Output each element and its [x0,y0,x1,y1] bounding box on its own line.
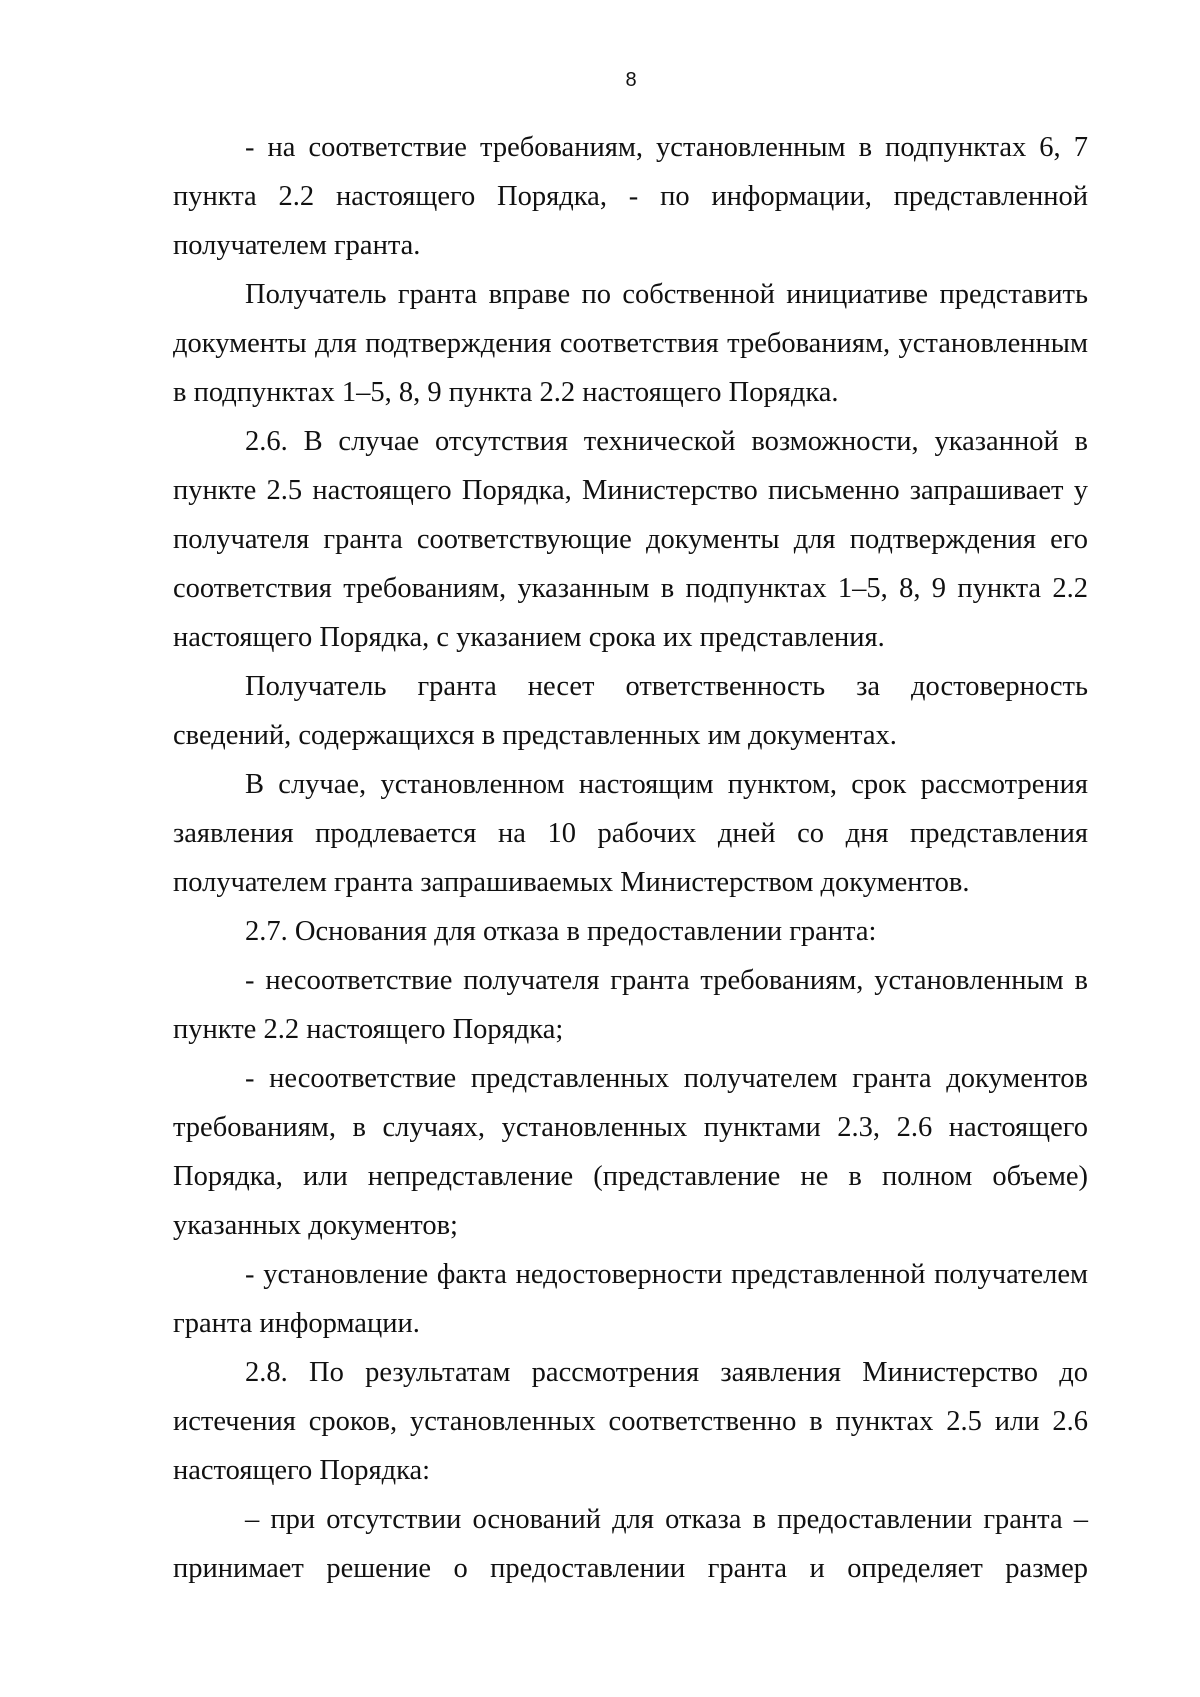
paragraph-term-extension: В случае, установленном настоящим пунктом, срок рассмотрения заявления продлевается на 10 рабочих дней со дня представления получателем гранта запрашиваемых Министерством документов. [173,769,1088,898]
paragraph-refusal-ground-3: - установление факта недостоверности представленной получателем гранта информации. [173,1259,1088,1339]
document-body [173,123,1088,1593]
paragraph-requirements-6-7: - на соответствие требованиям, установленным в подпунктах 6, 7 пункта 2.2 настоящего Порядка, - по информации, представленной получателем гранта. [173,132,1088,261]
paragraph-2-7-heading: 2.7. Основания для отказа в предоставлении гранта: [245,916,877,947]
paragraph-grant-decision: – при отсутствии оснований для отказа в предоставлении гранта – принимает решение о предоставлении гранта и определяет размер [173,1504,1088,1584]
paragraph-2-8: 2.8. По результатам рассмотрения заявления Министерство до истечения сроков, установленных соответственно в пунктах 2.5 или 2.6 настоящего Порядка: [173,1357,1088,1486]
paragraph-refusal-ground-1: - несоответствие получателя гранта требованиям, установленным в пункте 2.2 настоящего Порядка; [173,965,1088,1045]
paragraph-own-initiative: Получатель гранта вправе по собственной инициативе представить документы для подтверждения соответствия требованиям, установленным в подпунктах 1–5, 8, 9 пункта 2.2 настоящего Порядка. [173,279,1088,408]
paragraph-responsibility: Получатель гранта несет ответственность за достоверность сведений, содержащихся в представленных им документах. [173,671,1088,751]
paragraph-2-6: 2.6. В случае отсутствия технической возможности, указанной в пункте 2.5 настоящего Порядка, Министерство письменно запрашивает у получателя гранта соответствующие документы для подтверждения его соответствия требованиям, указанным в подпунктах 1–5, 8, 9 пункта 2.2 настоящего Порядка, с указанием срока их представления. [173,426,1088,653]
paragraph-refusal-ground-2: - несоответствие представленных получателем гранта документов требованиям, в случаях, установленных пунктами 2.3, 2.6 настоящего Порядка, или непредставление (представление не в полном объеме) указанных документов; [173,1063,1088,1241]
page-number: 8 [625,69,637,91]
